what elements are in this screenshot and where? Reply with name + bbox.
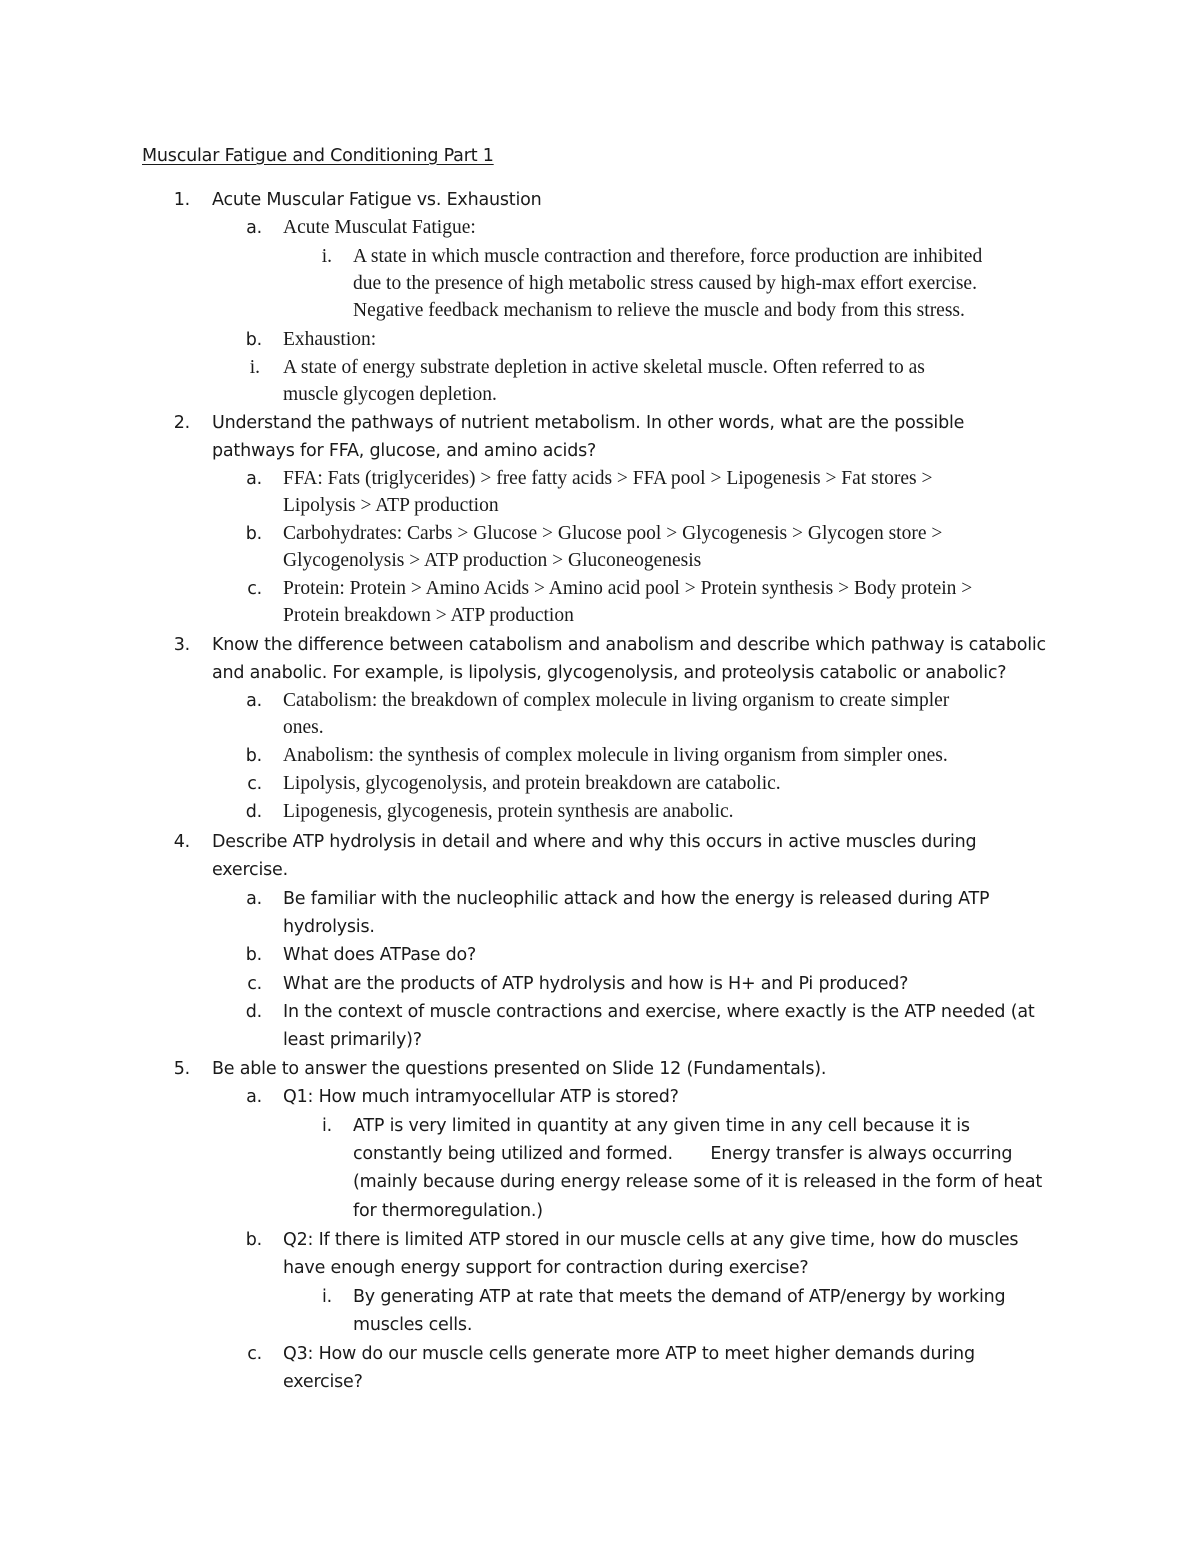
subsubitem-text: ATP is very limited in quantity at any given time in any cell because it is — [353, 1116, 970, 1136]
item-marker: 5. — [173, 1059, 190, 1079]
subitem-text: Acute Musculat Fatigue: — [283, 217, 476, 238]
subitem-text: Q3: How do our muscle cells generate more ATP to meet higher demands during — [283, 1344, 975, 1364]
subitem-marker: c. — [247, 974, 262, 994]
subitem-text: have enough energy support for contraction during exercise? — [283, 1258, 809, 1278]
subitem-marker: b. — [245, 330, 262, 350]
subitem-text: exercise? — [283, 1372, 363, 1392]
subsubitem-marker: i. — [321, 1116, 332, 1136]
subsubitem-text: Negative feedback mechanism to relieve the muscle and body from this stress. — [353, 300, 965, 321]
item-marker: 2. — [173, 413, 190, 433]
subsubitem-marker: i. — [321, 1287, 332, 1307]
subitem-marker: c. — [247, 579, 262, 599]
item-marker: 4. — [173, 832, 190, 852]
subitem-marker: b. — [245, 524, 262, 544]
subsubitem-text: for thermoregulation.) — [353, 1201, 543, 1221]
item-heading: Acute Muscular Fatigue vs. Exhaustion — [212, 190, 542, 210]
subsubitem-marker: i. — [321, 246, 332, 267]
subitem-text: What are the products of ATP hydrolysis and how is H+ and Pi produced? — [283, 974, 909, 994]
subitem-text: Glycogenolysis > ATP production > Gluconeogenesis — [283, 550, 702, 571]
subitem-marker: a. — [246, 691, 262, 711]
subitem-marker: b. — [245, 945, 262, 965]
subitem-text: hydrolysis. — [283, 917, 375, 937]
subitem-text: In the context of muscle contractions and exercise, where exactly is the ATP needed (at — [283, 1002, 1035, 1022]
subitem-text: FFA: Fats (triglycerides) > free fatty acids > FFA pool > Lipogenesis > Fat stores > — [283, 468, 933, 489]
item-heading: and anabolic. For example, is lipolysis, glycogenolysis, and proteolysis catabolic or anabolic? — [212, 663, 1007, 683]
subitem-marker: d. — [245, 802, 262, 822]
subitem-text: Catabolism: the breakdown of complex molecule in living organism to create simpler — [283, 690, 950, 711]
item-marker: 1. — [173, 190, 190, 210]
subitem-marker: c. — [247, 774, 262, 794]
subitem-text: least primarily)? — [283, 1030, 422, 1050]
subitem-marker: a. — [246, 218, 262, 238]
item-heading: exercise. — [212, 860, 288, 880]
subitem-marker: b. — [245, 746, 262, 766]
subitem-marker: a. — [246, 889, 262, 909]
subsubitem-text: By generating ATP at rate that meets the demand of ATP/energy by working — [353, 1287, 1006, 1307]
subsubitem-text: A state in which muscle contraction and therefore, force production are inhibited — [353, 246, 983, 267]
subsubitem-marker: i. — [249, 357, 260, 378]
subitem-text: Anabolism: the synthesis of complex molecule in living organism from simpler ones. — [283, 745, 948, 766]
subitem-text: Protein breakdown > ATP production — [283, 605, 574, 626]
subitem-text: Exhaustion: — [283, 329, 377, 350]
subsubitem-text: due to the presence of high metabolic stress caused by high-max effort exercise. — [353, 273, 977, 294]
item-heading: pathways for FFA, glucose, and amino acids? — [212, 441, 597, 461]
subitem-text: ones. — [283, 717, 324, 738]
document-title: Muscular Fatigue and Conditioning Part 1 — [142, 146, 494, 166]
subsubitem-text: (mainly because during energy release some of it is released in the form of heat — [353, 1172, 1043, 1192]
item-heading: Describe ATP hydrolysis in detail and where and why this occurs in active muscles during — [212, 832, 977, 852]
subitem-text: Q2: If there is limited ATP stored in our muscle cells at any give time, how do muscles — [283, 1230, 1019, 1250]
item-heading: Understand the pathways of nutrient metabolism. In other words, what are the possible — [212, 413, 965, 433]
item-heading: Be able to answer the questions presented on Slide 12 (Fundamentals). — [212, 1059, 827, 1079]
subitem-marker: a. — [246, 1087, 262, 1107]
subitem-marker: d. — [245, 1002, 262, 1022]
subitem-text: Lipolysis > ATP production — [283, 495, 499, 516]
item-marker: 3. — [173, 635, 190, 655]
subsubitem-text: muscles cells. — [353, 1315, 473, 1335]
subitem-marker: a. — [246, 469, 262, 489]
subitem-text: What does ATPase do? — [283, 945, 477, 965]
subitem-text: Be familiar with the nucleophilic attack and how the energy is released during ATP — [283, 889, 990, 909]
subsubitem-text: constantly being utilized and formed. Energy transfer is always occurring — [353, 1144, 1013, 1164]
subitem-marker: c. — [247, 1344, 262, 1364]
subitem-text: Carbohydrates: Carbs > Glucose > Glucose pool > Glycogenesis > Glycogen store > — [283, 523, 943, 544]
subitem-text: Q1: How much intramyocellular ATP is stored? — [283, 1087, 679, 1107]
subitem-marker: b. — [245, 1230, 262, 1250]
subsubitem-text: muscle glycogen depletion. — [283, 384, 497, 405]
item-heading: Know the difference between catabolism and anabolism and describe which pathway is catabolic — [212, 635, 1046, 655]
subitem-text: Lipolysis, glycogenolysis, and protein breakdown are catabolic. — [283, 773, 781, 794]
subsubitem-text: A state of energy substrate depletion in active skeletal muscle. Often referred to as — [283, 357, 925, 378]
subitem-text: Lipogenesis, glycogenesis, protein synthesis are anabolic. — [283, 801, 734, 822]
subitem-text: Protein: Protein > Amino Acids > Amino acid pool > Protein synthesis > Body protein > — [283, 578, 973, 599]
